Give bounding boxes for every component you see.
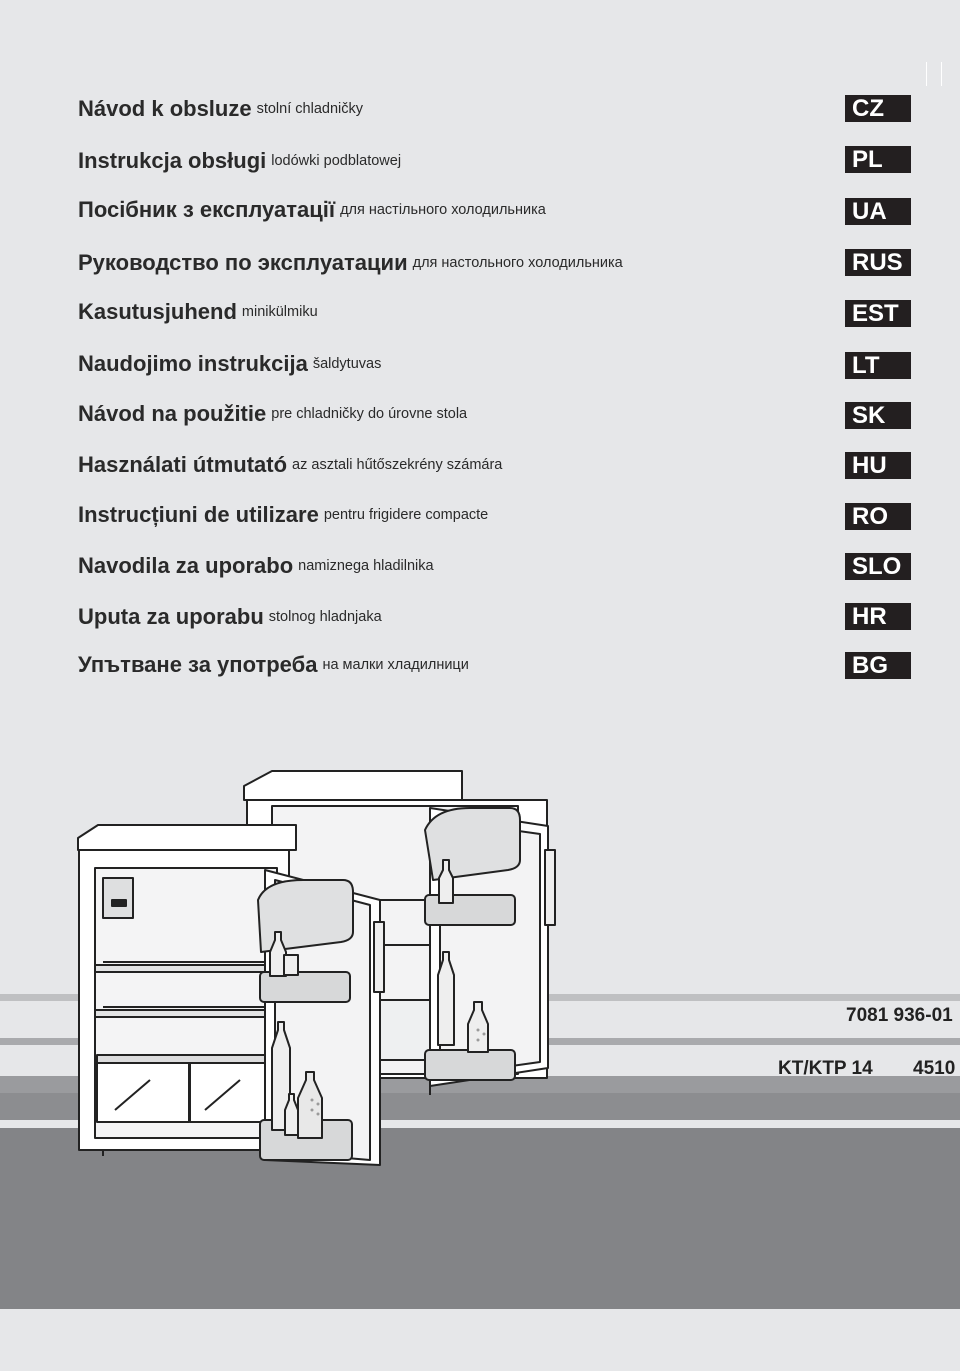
document-number: 7081 936-01	[846, 1005, 953, 1026]
title-sub: minikülmiku	[241, 304, 318, 320]
lang-badge-ro: RO	[845, 503, 911, 530]
title-main: Uputa za uporabu	[78, 604, 264, 629]
title-sub: stolnog hladnjaka	[268, 609, 382, 625]
title-sub: šaldytuvas	[312, 356, 382, 372]
title-sub: для настольного холодильника	[412, 255, 623, 271]
lang-badge-hu: HU	[845, 452, 911, 479]
lang-badge-est: EST	[845, 300, 911, 327]
lang-badge-sk: SK	[845, 402, 911, 429]
title-main: Посібник з експлуатації	[78, 197, 336, 222]
lang-badge-lt: LT	[845, 352, 911, 379]
title-sub: az asztali hűtőszekrény számára	[292, 457, 503, 473]
title-sub: namiznega hladilnika	[298, 558, 434, 574]
title-main: Návod na použitie	[78, 401, 267, 426]
title-main: Руководство по эксплуатации	[78, 250, 408, 275]
lang-badge-cz: CZ	[845, 95, 911, 122]
title-main: Kasutusjuhend	[78, 299, 237, 324]
title-main: Navodila za uporabo	[78, 553, 294, 578]
model-name: KT/KTP 14	[778, 1058, 873, 1079]
title-main: Návod k obsluze	[78, 96, 252, 121]
title-sub: на малки хладилници	[322, 657, 469, 673]
title-sub: lodówki podblatowej	[271, 153, 402, 169]
title-sub: pre chladničky do úrovne stola	[271, 406, 468, 422]
title-sub: для настільного холодильника	[340, 202, 546, 218]
title-main: Használati útmutató	[78, 452, 288, 477]
lang-badge-slo: SLO	[845, 553, 911, 580]
lang-badge-bg: BG	[845, 652, 911, 679]
title-main: Naudojimo instrukcija	[78, 351, 308, 376]
title-sub: stolní chladničky	[256, 101, 363, 117]
lang-badge-hr: HR	[845, 603, 911, 630]
lang-badge-rus: RUS	[845, 249, 911, 276]
title-main: Упътване за употреба	[78, 652, 318, 677]
lang-badge-ua: UA	[845, 198, 911, 225]
title-sub: pentru frigidere compacte	[323, 507, 489, 523]
title-main: Instrucțiuni de utilizare	[78, 502, 319, 527]
title-main: Instrukcja obsługi	[78, 148, 267, 173]
model-code: 4510	[913, 1058, 956, 1079]
lang-badge-pl: PL	[845, 146, 911, 173]
